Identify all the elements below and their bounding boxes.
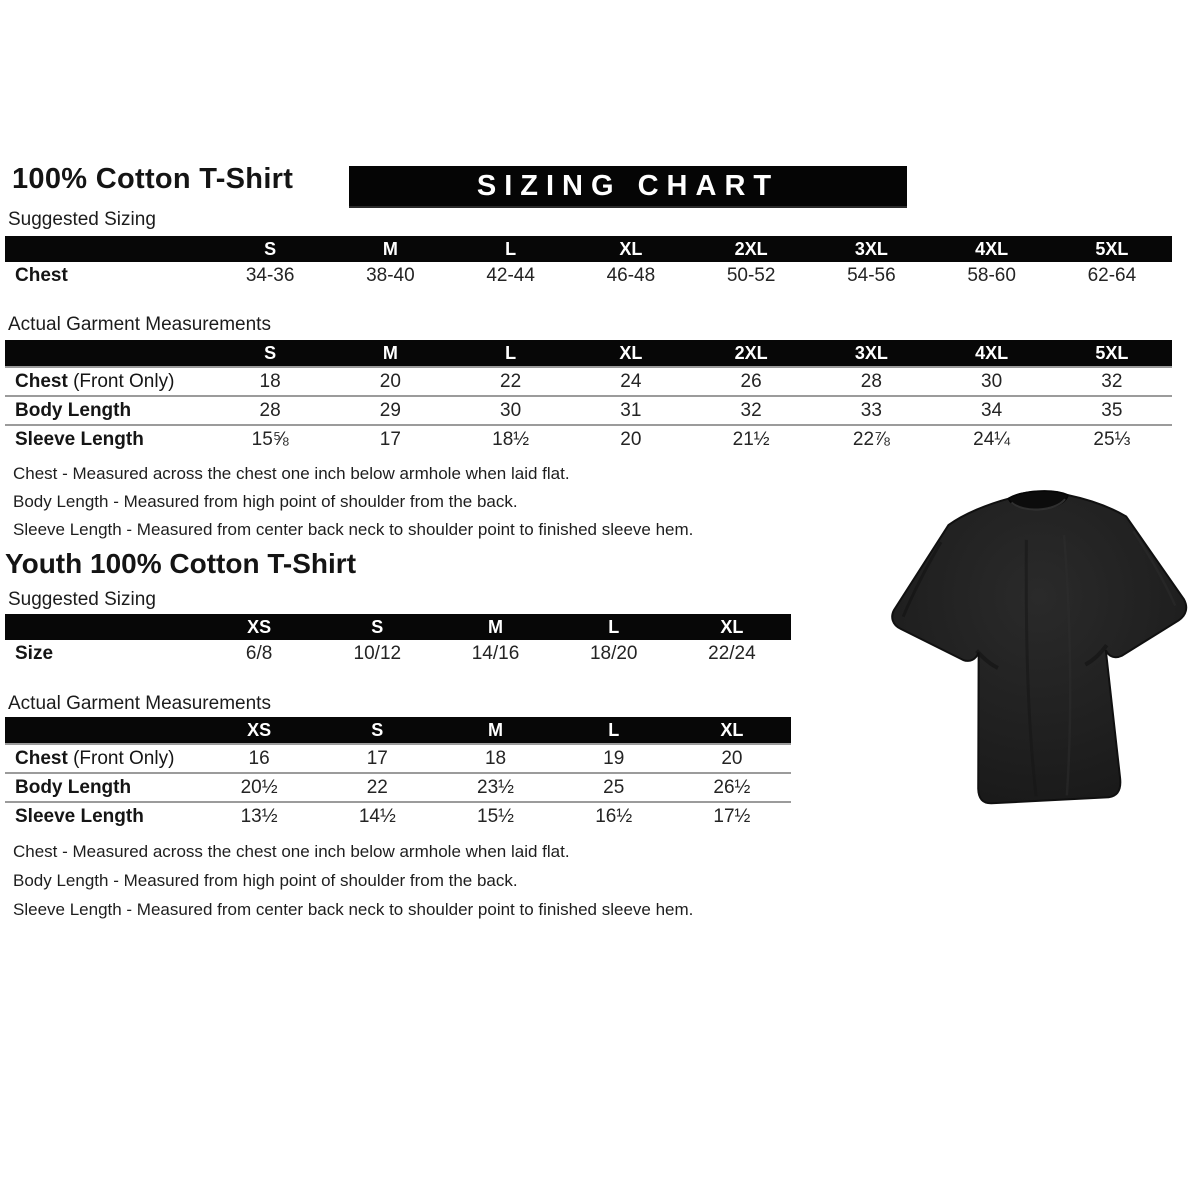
size-header-cell: 4XL [975, 342, 1009, 363]
measurement-value-cell: 15⅝ [251, 428, 289, 450]
row-label: Body Length [15, 399, 132, 421]
size-header-cell: XS [247, 719, 272, 740]
size-header-cell: M [488, 616, 503, 637]
measurement-value-cell: 18 [259, 370, 281, 392]
measurement-value-cell: 29 [379, 399, 401, 421]
table-header-row [5, 236, 1172, 262]
row-label: Chest (Front Only) [15, 747, 175, 769]
size-header-cell: 5XL [1095, 342, 1129, 363]
size-header-cell: M [488, 719, 503, 740]
measurement-value-cell: 18/20 [589, 642, 638, 664]
measurement-value-cell: 32 [1101, 370, 1123, 392]
measurement-value-cell: 6/8 [245, 642, 273, 664]
measurement-value-cell: 16½ [595, 805, 633, 827]
size-header-cell: S [371, 719, 384, 740]
measurement-value-cell: 33 [860, 399, 882, 421]
youth-actual-measurements-label: Actual Garment Measurements [8, 693, 271, 714]
measurement-value-cell: 54-56 [847, 264, 896, 286]
row-label: Size [15, 642, 54, 664]
table-row-sleeve-length [5, 801, 791, 830]
size-header-cell: 2XL [734, 342, 768, 363]
measurement-value-cell: 22/24 [708, 642, 756, 664]
row-label: Chest (Front Only) [15, 370, 175, 392]
measurement-value-cell: 35 [1101, 399, 1123, 421]
table-row-body-length [5, 772, 791, 801]
note-line-body-length: Body Length - Measured from high point of shoulder from the back. [13, 492, 518, 511]
youth-section-title: Youth 100% Cotton T-Shirt [5, 548, 357, 579]
size-header-cell: L [505, 342, 517, 363]
sizing-chart-banner [349, 166, 907, 208]
black-tshirt-image [880, 466, 1198, 818]
measurement-value-cell: 17 [366, 747, 388, 769]
measurement-value-cell: 32 [740, 399, 762, 421]
note-line-chest: Chest - Measured across the chest one inch below armhole when laid flat. [13, 842, 570, 861]
size-header-cell: L [608, 719, 620, 740]
size-header-cell: S [264, 238, 277, 259]
adult-suggested-sizing-label: Suggested Sizing [8, 209, 156, 230]
size-header-cell: L [608, 616, 620, 637]
measurement-value-cell: 46-48 [606, 264, 656, 286]
youth-measurement-notes [13, 842, 693, 929]
note-line-chest: Chest - Measured across the chest one inch below armhole when laid flat. [13, 464, 570, 483]
measurement-value-cell: 23½ [477, 776, 514, 798]
tshirt-graphic-group [889, 487, 1191, 805]
measurement-value-cell: 13½ [240, 805, 278, 827]
measurement-value-cell: 50-52 [726, 264, 776, 286]
table-row-chest [5, 743, 791, 772]
row-label: Sleeve Length [15, 428, 144, 450]
measurement-value-cell: 18½ [492, 428, 530, 450]
table-row-sleeve-length [5, 424, 1172, 453]
row-label: Body Length [15, 776, 132, 798]
size-header-cell: XL [619, 342, 643, 363]
page-title: 100% Cotton T-Shirt [12, 163, 294, 195]
size-header-cell: 2XL [734, 238, 768, 259]
measurement-value-cell: 34-36 [245, 264, 295, 286]
adult-actual-measurements-label: Actual Garment Measurements [8, 314, 271, 335]
measurement-value-cell: 24¼ [973, 428, 1011, 450]
measurement-value-cell: 14½ [358, 805, 396, 827]
measurement-value-cell: 22 [500, 370, 522, 392]
adult-measurement-notes [13, 464, 693, 548]
measurement-value-cell: 26½ [713, 776, 751, 798]
size-header-cell: S [371, 616, 384, 637]
row-label: Chest [15, 264, 68, 286]
measurement-value-cell: 62-64 [1087, 264, 1137, 286]
measurement-value-cell: 31 [620, 399, 642, 421]
measurement-value-cell: 22 [366, 776, 388, 798]
size-header-cell: 4XL [975, 238, 1009, 259]
measurement-value-cell: 25⅓ [1093, 428, 1131, 450]
measurement-value-cell: 17 [379, 428, 401, 450]
table-header-row [5, 614, 791, 640]
table-row-size [5, 640, 791, 667]
size-header-cell: M [382, 342, 398, 363]
size-header-cell: XS [247, 616, 272, 637]
size-header-cell: 5XL [1095, 238, 1129, 259]
adult-actual-measurements-table [5, 340, 1172, 453]
measurement-value-cell: 10/12 [353, 642, 402, 664]
measurement-value-cell: 42-44 [486, 264, 535, 286]
note-line-sleeve-length: Sleeve Length - Measured from center back neck to shoulder point to finished sleeve hem. [13, 520, 694, 539]
measurement-value-cell: 28 [259, 399, 281, 421]
table-row [5, 262, 1172, 289]
measurement-value-cell: 38-40 [366, 264, 415, 286]
size-header-cell: XL [720, 719, 744, 740]
measurement-value-cell: 22⅞ [852, 428, 890, 450]
table-row-chest [5, 366, 1172, 395]
size-header-cell: S [264, 342, 277, 363]
size-header-cell: 3XL [854, 238, 888, 259]
sizing-chart-banner-label: SIZING CHART [476, 169, 780, 202]
size-header-cell: 3XL [854, 342, 888, 363]
measurement-value-cell: 19 [603, 747, 625, 769]
table-header-row [5, 340, 1172, 366]
measurement-value-cell: 18 [484, 747, 507, 769]
table-header-row [5, 717, 791, 743]
size-header-cell: XL [619, 238, 643, 259]
youth-suggested-sizing-table [5, 614, 791, 667]
measurement-value-cell: 14/16 [471, 642, 520, 664]
measurement-value-cell: 20 [379, 370, 401, 392]
note-line-body-length: Body Length - Measured from high point of shoulder from the back. [13, 871, 518, 890]
size-header-cell: XL [720, 616, 744, 637]
measurement-value-cell: 28 [860, 370, 882, 392]
youth-actual-measurements-table [5, 717, 791, 830]
measurement-value-cell: 58-60 [967, 264, 1016, 286]
adult-suggested-sizing-table [5, 236, 1172, 289]
measurement-value-cell: 17½ [713, 805, 751, 827]
measurement-value-cell: 20 [620, 428, 642, 450]
measurement-value-cell: 30 [500, 399, 522, 421]
note-line-sleeve-length: Sleeve Length - Measured from center back neck to shoulder point to finished sleeve hem. [13, 900, 694, 919]
measurement-value-cell: 20½ [240, 776, 278, 798]
measurement-value-cell: 16 [248, 747, 270, 769]
size-header-cell: L [505, 238, 517, 259]
measurement-value-cell: 26 [740, 370, 762, 392]
measurement-value-cell: 30 [981, 370, 1003, 392]
measurement-value-cell: 20 [721, 747, 743, 769]
size-header-cell: M [382, 238, 398, 259]
tshirt-body [889, 487, 1191, 805]
measurement-value-cell: 15½ [477, 805, 514, 827]
youth-suggested-sizing-label: Suggested Sizing [8, 589, 156, 610]
measurement-value-cell: 25 [603, 776, 625, 798]
measurement-value-cell: 21½ [732, 428, 770, 450]
row-label: Sleeve Length [15, 805, 144, 827]
measurement-value-cell: 34 [981, 399, 1003, 421]
table-row-body-length [5, 395, 1172, 424]
measurement-value-cell: 24 [620, 370, 642, 392]
